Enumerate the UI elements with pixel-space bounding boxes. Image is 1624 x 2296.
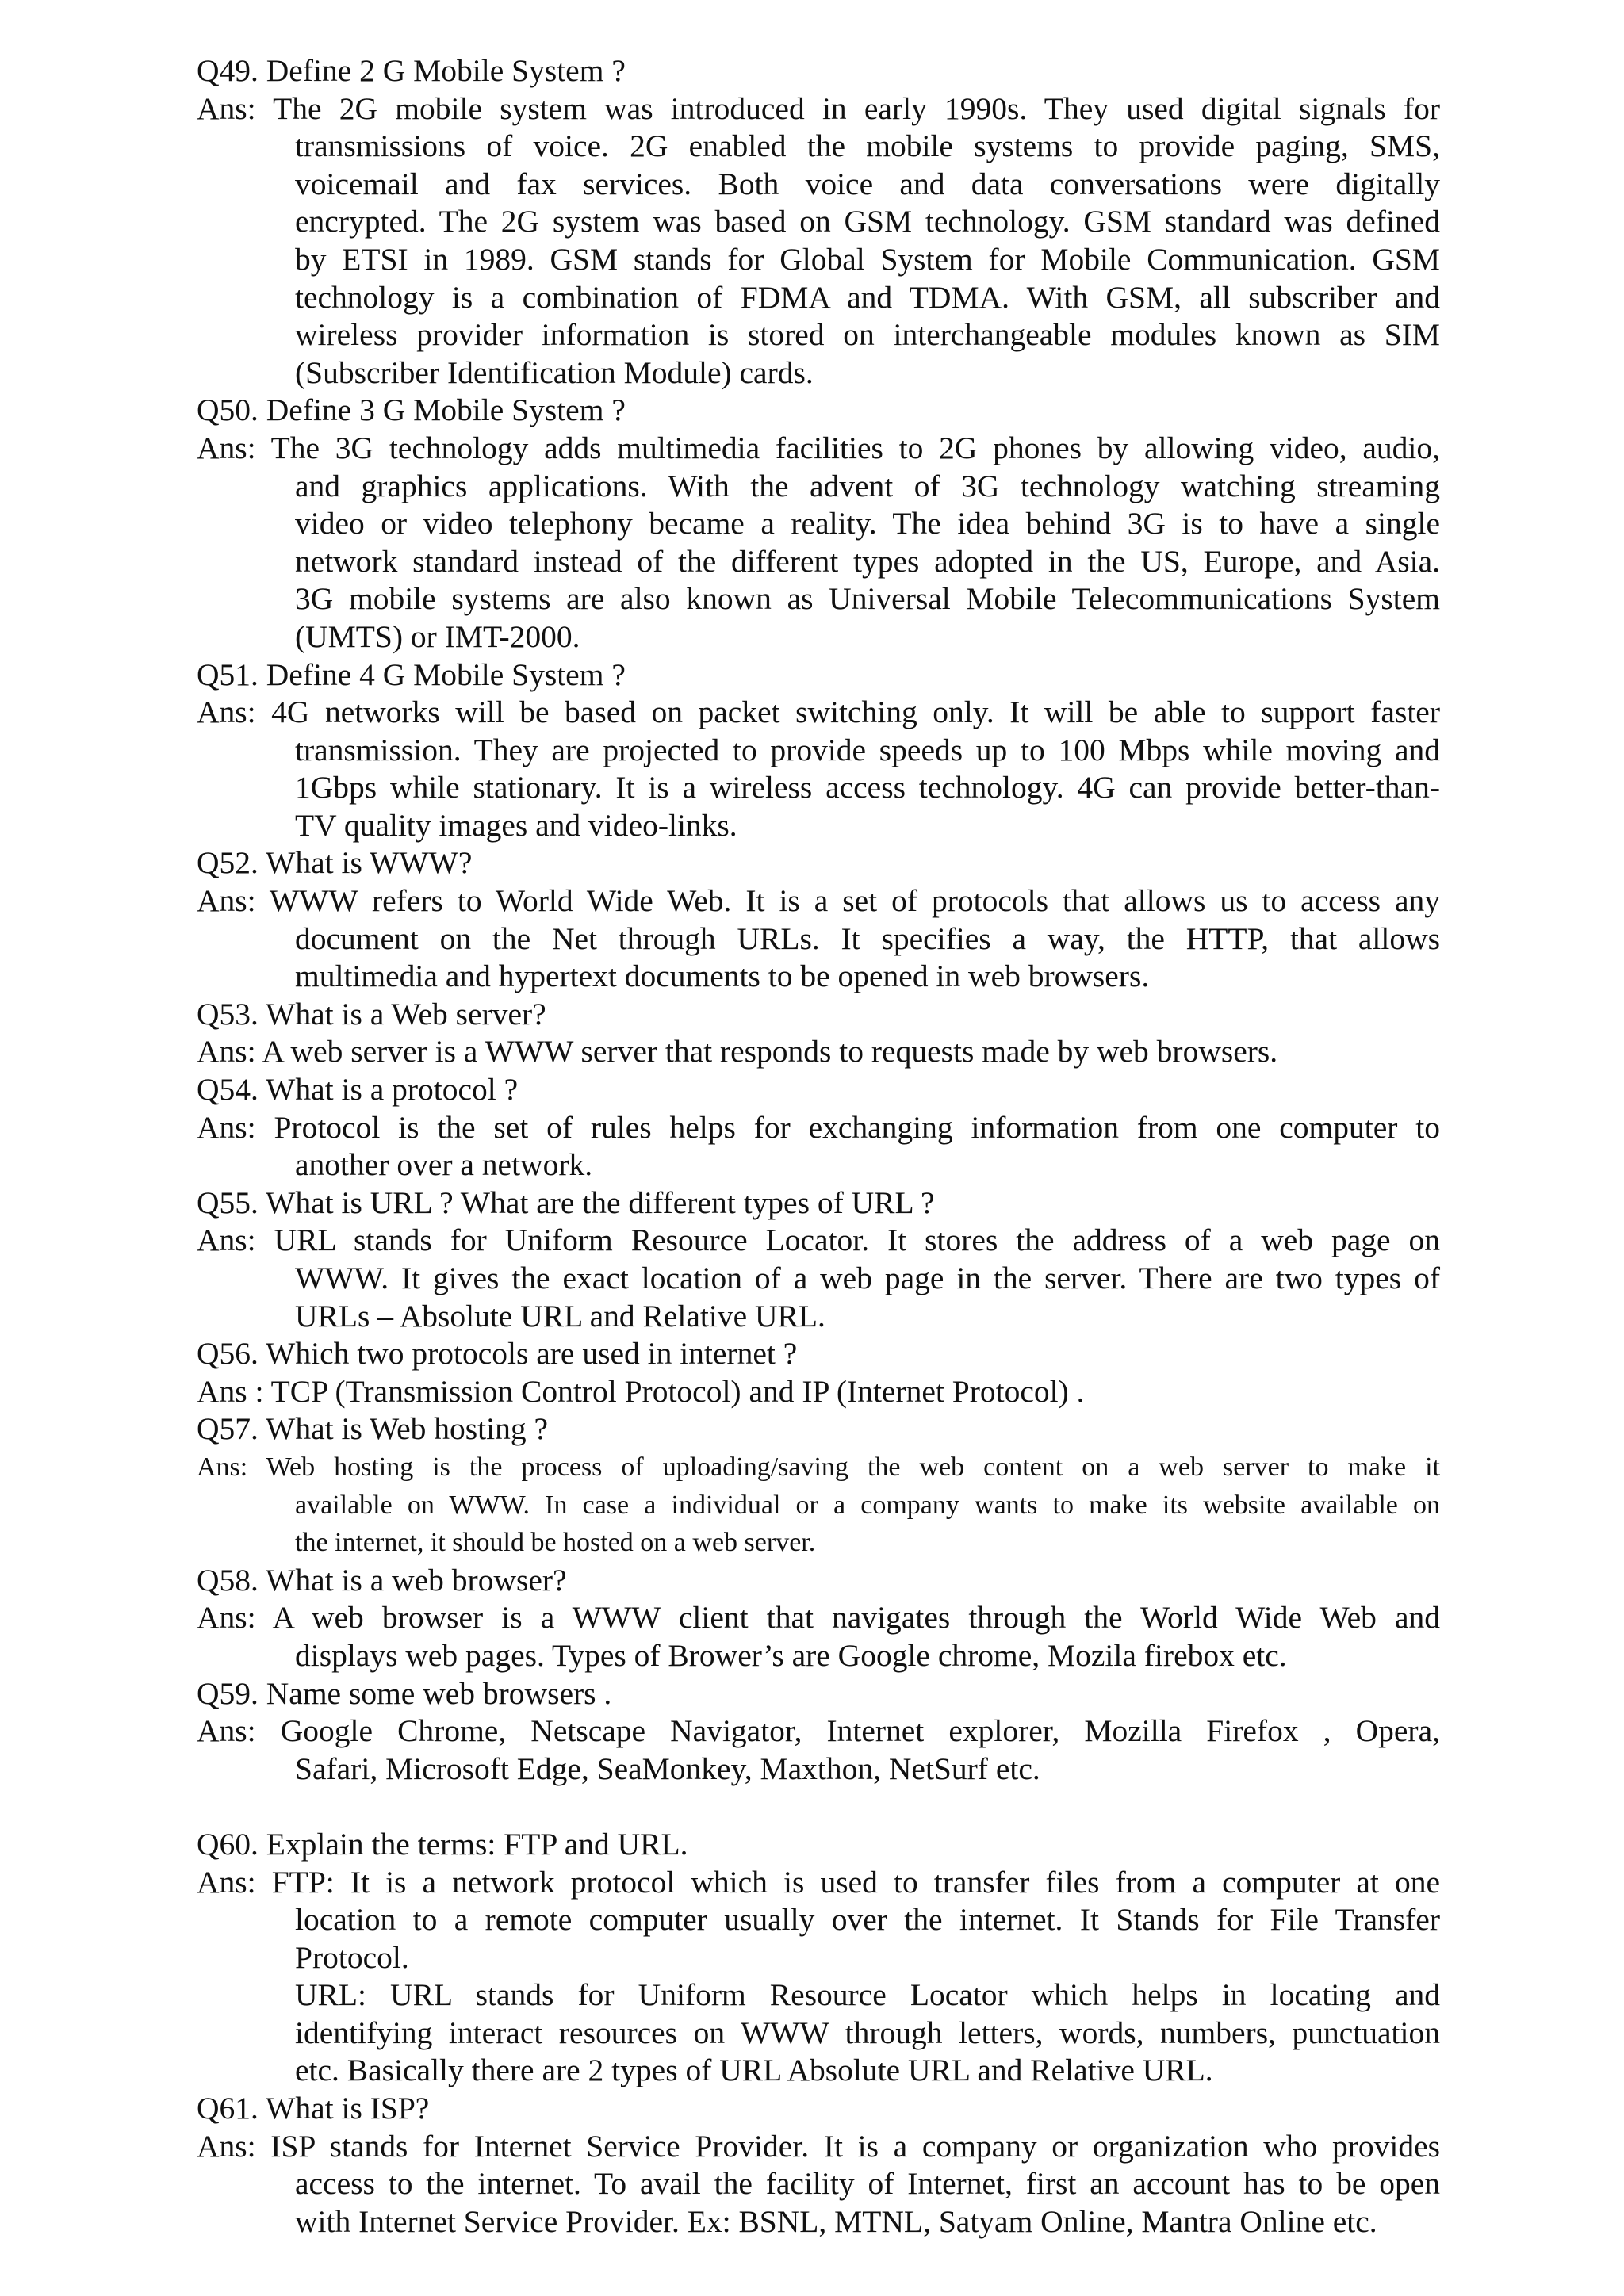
question-text: Q58. What is a web browser? [197, 1562, 567, 1598]
answer-line: document on the Net through URLs. It specifies a way, the HTTP, that allows [295, 920, 1440, 956]
answer-line: video or video telephony became a reality. The idea behind 3G is to have a single [295, 506, 1440, 541]
blank-line [197, 1788, 1440, 1826]
answer-line: technology is a combination of FDMA and TDMA. With GSM, all subscriber and [295, 279, 1440, 315]
qa-block [197, 1071, 1440, 1184]
question-text: Q61. What is ISP? [197, 2091, 430, 2126]
answer-first-line: Ans: A web server is a WWW server that responds to requests made by web browsers. [197, 1034, 1278, 1070]
answer-line: identifying interact resources on WWW through letters, words, numbers, punctuation [295, 2015, 1440, 2050]
qa-block [197, 52, 1440, 392]
answer-line: network standard instead of the different types adopted in the US, Europe, and Asia. [295, 543, 1440, 579]
question-text: Q59. Name some web browsers . [197, 1675, 612, 1711]
answer-line: transmissions of voice. 2G enabled the mobile systems to provide paging, SMS, [295, 128, 1440, 164]
qa-block [197, 656, 1440, 845]
answer-line: TV quality images and video-links. [295, 807, 737, 843]
qa-block [197, 392, 1440, 656]
question-text: Q51. Define 4 G Mobile System ? [197, 656, 626, 692]
answer-line: encrypted. The 2G system was based on GSM technology. GSM standard was defined [295, 204, 1440, 239]
answer-line: displays web pages. Types of Brower’s are Google chrome, Mozila firebox etc. [295, 1637, 1287, 1673]
answer-first-line: Ans: Web hosting is the process of uploading/saving the web content on a web server to make it [197, 1452, 1440, 1482]
question-text: Q60. Explain the terms: FTP and URL. [197, 1826, 688, 1862]
answer-line: etc. Basically there are 2 types of URL Absolute URL and Relative URL. [295, 2053, 1213, 2088]
answer-line: 3G mobile systems are also known as Universal Mobile Telecommunications System [295, 581, 1440, 617]
answer-line: available on WWW. In case a individual or a company wants to make its website available on [295, 1490, 1440, 1520]
answer-line: access to the internet. To avail the facility of Internet, first an account has to be open [295, 2166, 1440, 2202]
question-text: Q50. Define 3 G Mobile System ? [197, 392, 626, 428]
answer-line: URL: URL stands for Uniform Resource Locator which helps in locating and [295, 1977, 1440, 2013]
question-text: Q55. What is URL ? What are the different types of URL ? [197, 1184, 935, 1220]
qa-block [197, 1184, 1440, 1335]
answer-first-line: Ans: ISP stands for Internet Service Provider. It is a company or organization who provides [197, 2128, 1440, 2164]
answer-line: with Internet Service Provider. Ex: BSNL, MTNL, Satyam Online, Mantra Online etc. [295, 2203, 1377, 2239]
answer-first-line: Ans: The 2G mobile system was introduced in early 1990s. They used digital signals for [197, 90, 1440, 126]
answer-first-line: Ans: 4G networks will be based on packet switching only. It will be able to support faster [197, 695, 1440, 730]
question-text: Q56. Which two protocols are used in internet ? [197, 1336, 798, 1372]
question-text: Q54. What is a protocol ? [197, 1072, 519, 1108]
question-text: Q49. Define 2 G Mobile System ? [197, 53, 626, 88]
qa-block [197, 1675, 1440, 1826]
answer-line: voicemail and fax services. Both voice and data conversations were digitally [295, 166, 1440, 201]
answer-first-line: Ans: FTP: It is a network protocol which is used to transfer files from a computer at one [197, 1864, 1440, 1900]
answer-line: Safari, Microsoft Edge, SeaMonkey, Maxthon, NetSurf etc. [295, 1751, 1040, 1786]
answer-line: 1Gbps while stationary. It is a wireless access technology. 4G can provide better-than- [295, 770, 1440, 806]
answer-line: and graphics applications. With the advent of 3G technology watching streaming [295, 468, 1440, 503]
answer-line: by ETSI in 1989. GSM stands for Global System for Mobile Communication. GSM [295, 241, 1440, 277]
answer-line: multimedia and hypertext documents to be opened in web browsers. [295, 959, 1150, 994]
answer-first-line: Ans : TCP (Transmission Control Protocol) and IP (Internet Protocol) . [197, 1373, 1085, 1409]
answer-line: the internet, it should be hosted on a web server. [295, 1528, 816, 1558]
qa-block [197, 1335, 1440, 1410]
answer-line: URLs – Absolute URL and Relative URL. [295, 1298, 825, 1334]
answer-line: (UMTS) or IMT-2000. [295, 618, 580, 654]
answer-first-line: Ans: A web browser is a WWW client that navigates through the World Wide Web and [197, 1600, 1440, 1636]
answer-line: Protocol. [295, 1939, 409, 1975]
question-text: Q52. What is WWW? [197, 845, 473, 881]
qa-block [197, 844, 1440, 995]
question-text: Q57. What is Web hosting ? [197, 1411, 548, 1447]
answer-line: WWW. It gives the exact location of a web page in the server. There are two types of [295, 1261, 1440, 1295]
answer-first-line: Ans: Protocol is the set of rules helps for exchanging information from one computer to [197, 1109, 1440, 1145]
answer-first-line: Ans: The 3G technology adds multimedia facilities to 2G phones by allowing video, audio, [197, 430, 1440, 465]
document-page [197, 52, 1440, 2241]
answer-line: location to a remote computer usually over the internet. It Stands for File Transfer [295, 1902, 1440, 1938]
answer-first-line: Ans: URL stands for Uniform Resource Locator. It stores the address of a web page on [197, 1223, 1440, 1258]
qa-block [197, 1562, 1440, 1675]
answer-line: (Subscriber Identification Module) cards. [295, 354, 814, 390]
answer-line: another over a network. [295, 1147, 593, 1183]
qa-block [197, 1410, 1440, 1561]
answer-line: transmission. They are projected to provide speeds up to 100 Mbps while moving and [295, 732, 1440, 767]
qa-block [197, 996, 1440, 1071]
answer-first-line: Ans: WWW refers to World Wide Web. It is a set of protocols that allows us to access any [197, 883, 1440, 919]
qa-block [197, 1826, 1440, 2090]
question-text: Q53. What is a Web server? [197, 996, 546, 1031]
qa-block [197, 2090, 1440, 2241]
answer-line: wireless provider information is stored on interchangeable modules known as SIM [295, 317, 1440, 353]
answer-first-line: Ans: Google Chrome, Netscape Navigator, Internet explorer, Mozilla Firefox , Opera, [197, 1713, 1440, 1749]
